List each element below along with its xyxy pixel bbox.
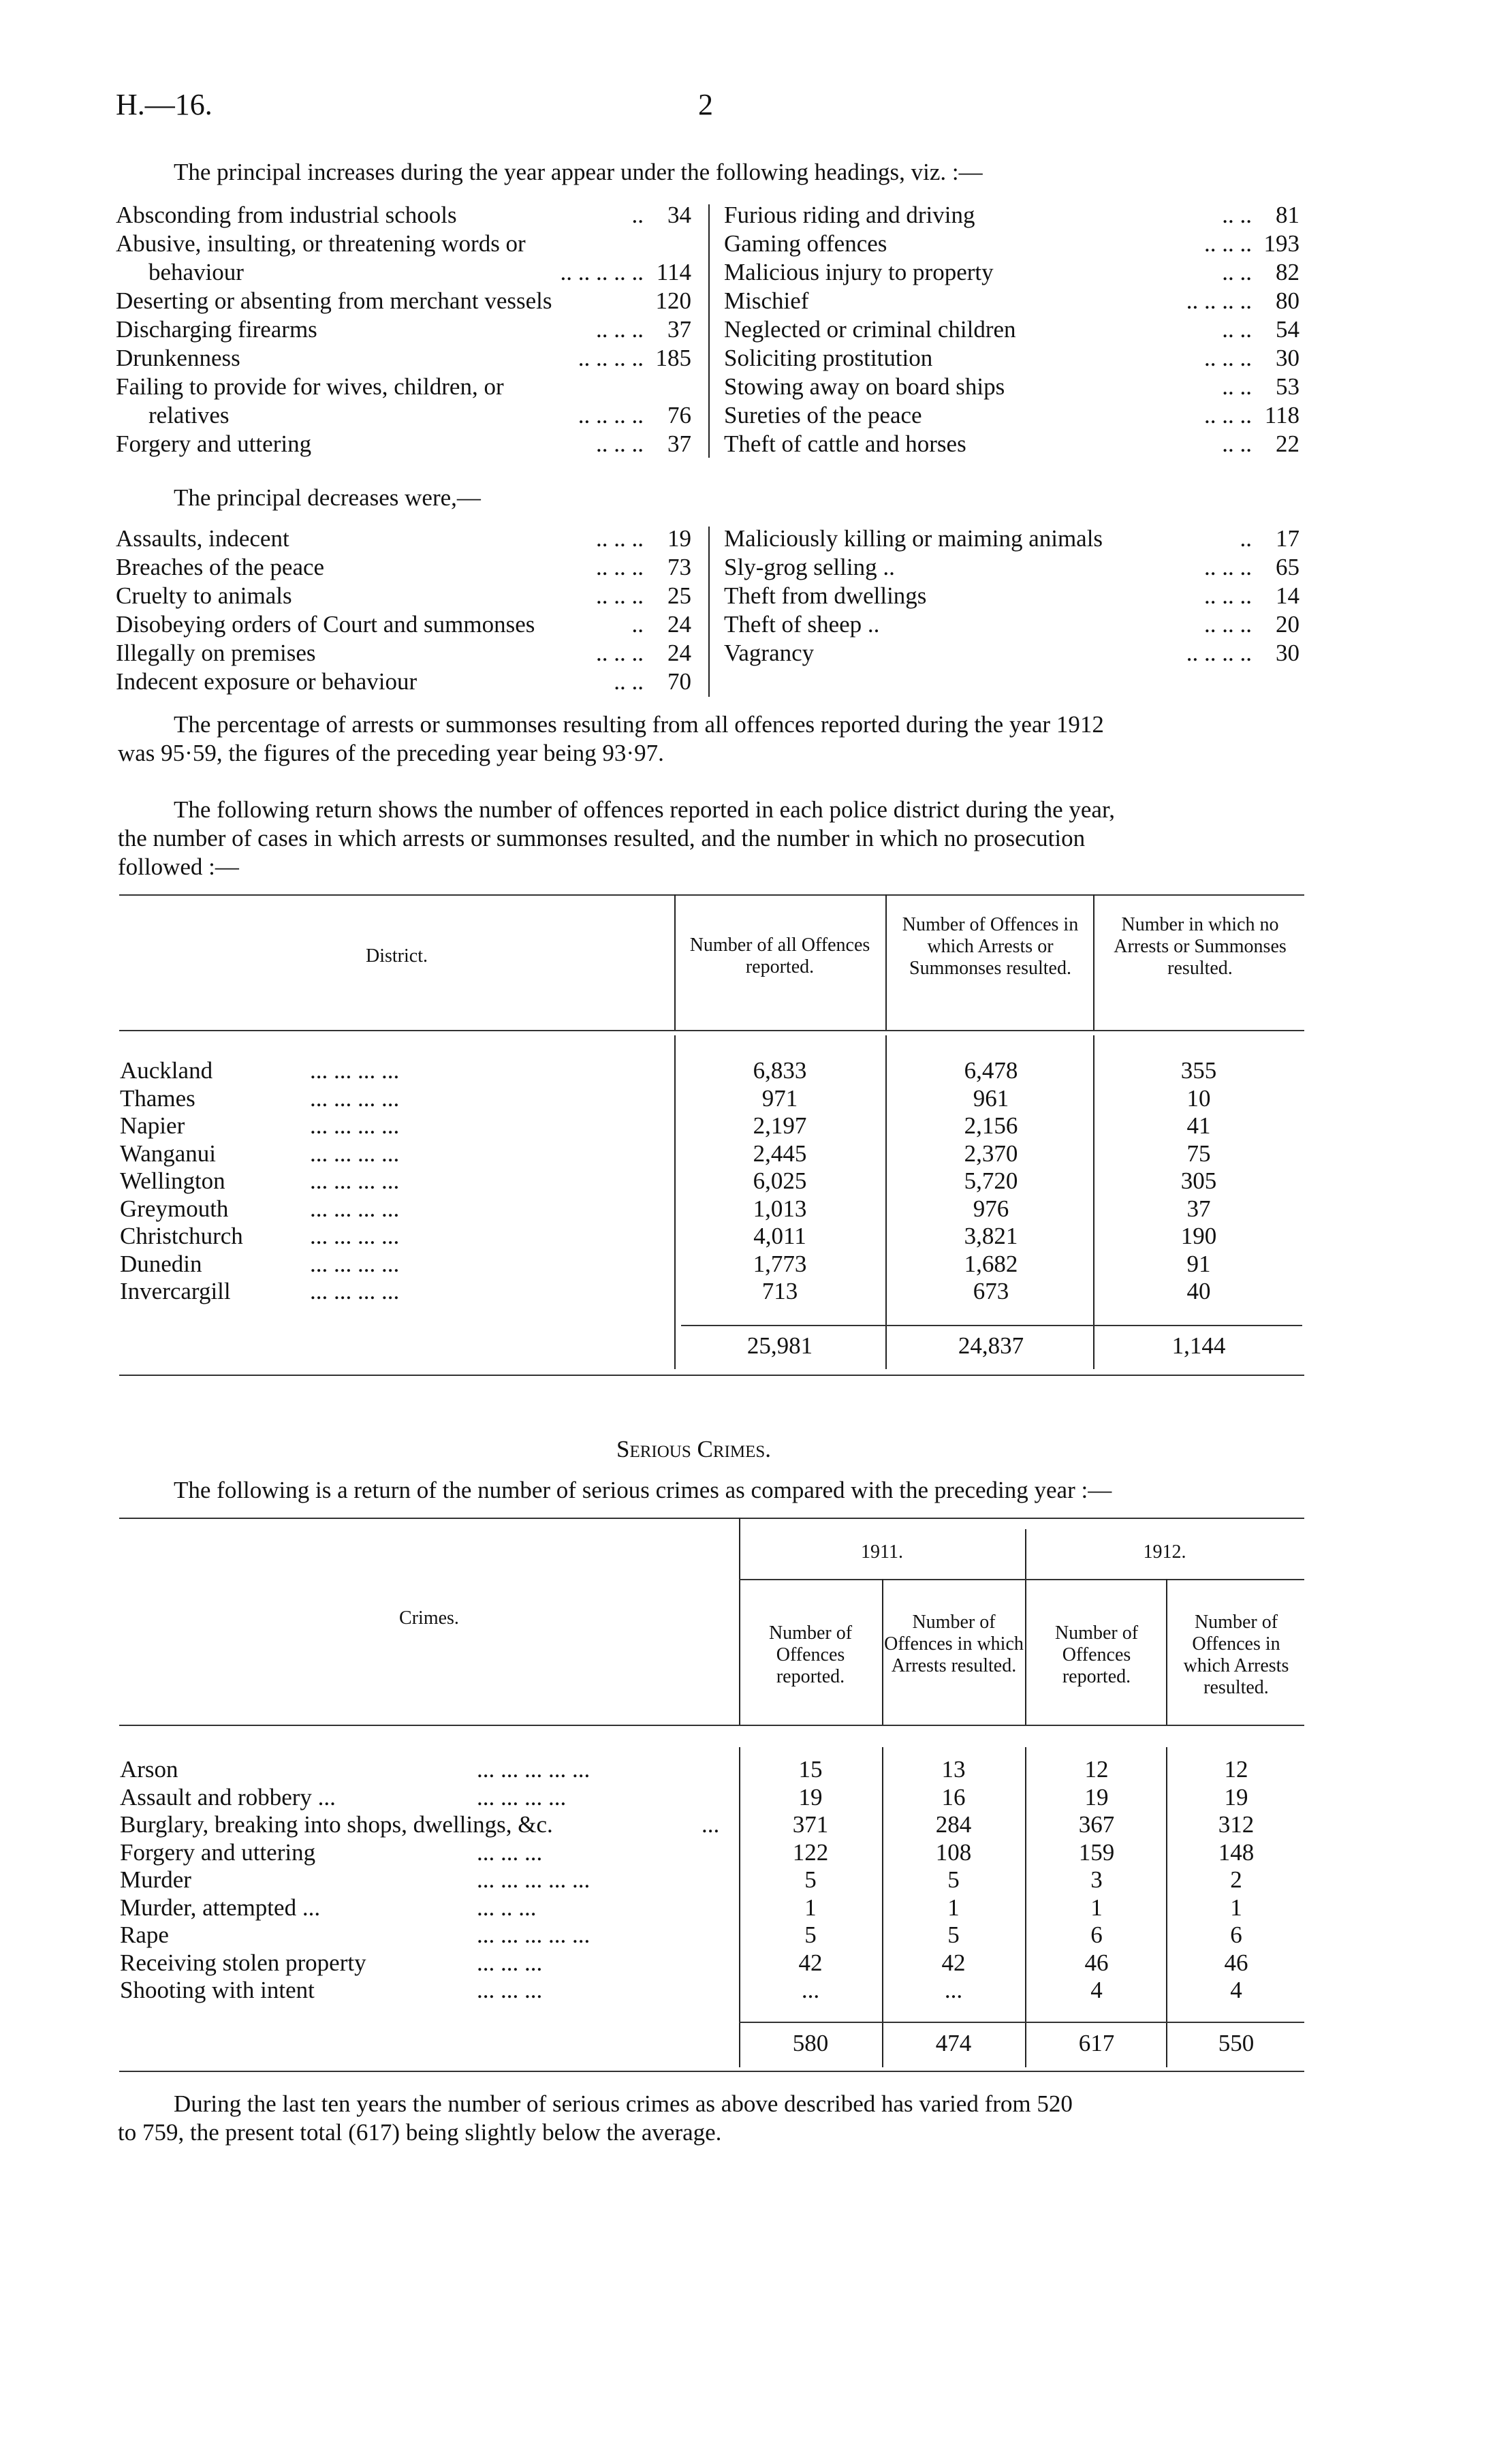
increases-right-list [724,201,1300,460]
offence-row [724,639,1300,668]
cell-reported-1911: 1 [804,1894,817,1921]
dot-leader: ... ... ... ... [310,1223,400,1249]
dot-leader: .. .. .. [1204,582,1252,609]
dot-leader: .. .. [1222,202,1252,228]
dot-leader: ... [702,1811,720,1838]
percentage-line-2: was 95·59, the figures of the preceding year being 93·97. [118,740,664,766]
cell-reported-1911: 5 [804,1866,817,1893]
district-name: Christchurch [120,1223,243,1249]
offence-label: relatives [148,402,230,428]
offence-label: Theft of cattle and horses [724,430,966,457]
district-name: Invercargill [120,1278,231,1304]
cell-reported: 6,025 [753,1167,807,1194]
cell-no-arrests: 190 [1180,1223,1217,1249]
offence-label: Discharging firearms [116,316,317,343]
offence-row [724,258,1300,287]
total-arrests-1911: 474 [935,2030,972,2056]
offence-label: Indecent exposure or behaviour [116,668,418,695]
offence-label: Theft from dwellings [724,582,927,609]
cell-reported-1911: 19 [798,1783,823,1810]
dot-leader: .. .. [614,668,644,695]
cell-arrests-1911: 5 [947,1866,960,1893]
decreases-right-list [724,524,1300,702]
offence-count: 25 [667,582,691,609]
dot-leader: ... ... ... ... [477,1783,567,1810]
cell-no-arrests: 41 [1186,1112,1211,1139]
dot-leader: ... ... ... [477,1838,543,1866]
offence-row [724,610,1300,639]
cell-arrests: 1,682 [964,1250,1018,1277]
dot-leader: .. .. .. [1204,345,1252,371]
percentage-line-1: The percentage of arrests or summonses resulting from all offences reported during the year 1912 [174,711,1104,738]
offence-row [724,401,1300,430]
district-name: Wanganui [120,1140,217,1167]
district-name: Greymouth [120,1195,229,1222]
cell-reported-1912: 3 [1090,1866,1103,1893]
offence-label: Sureties of the peace [724,402,922,428]
offence-row [724,344,1300,373]
offence-row [116,610,691,639]
dot-leader: ... ... ... [477,1977,543,2003]
header-1912: 1912. [1143,1541,1186,1563]
offence-row [724,287,1300,315]
cell-arrests-1912: 4 [1230,1977,1242,2003]
dot-leader: .. .. [1222,373,1252,400]
offence-count: 17 [1276,525,1300,552]
decreases-intro: The principal decreases were,— [174,484,481,511]
cell-arrests: 2,370 [964,1140,1018,1167]
cell-arrests: 961 [973,1084,1009,1112]
cell-reported: 4,011 [753,1223,806,1249]
dot-leader: .. .. [1222,259,1252,285]
dot-leader: .. .. .. [596,582,644,609]
cell-reported-1912: 159 [1078,1838,1115,1866]
dot-leader: .. .. .. [596,640,644,666]
offence-label: Theft of sheep .. [724,611,880,638]
dot-leader: .. .. .. [596,554,644,580]
decreases-left-list [116,524,691,702]
offence-row [116,201,691,230]
offence-row [116,524,691,553]
dot-leader: .. [1240,525,1252,552]
cell-no-arrests: 40 [1186,1278,1211,1304]
offence-count: 34 [667,202,691,228]
offence-count: 30 [1276,345,1300,371]
offence-count: 120 [655,287,691,314]
cell-reported-1912: 12 [1084,1756,1109,1783]
offence-label: Drunkenness [116,345,240,371]
offence-row [116,668,691,696]
return-line-3: followed :— [118,853,239,880]
crime-name: Burglary, breaking into shops, dwellings, &c. [120,1811,553,1838]
crime-name: Forgery and uttering [120,1838,316,1866]
dot-leader: ... ... ... ... ... [477,1922,590,1948]
column-divider [708,527,710,697]
offence-count: 37 [667,316,691,343]
offence-label: Failing to provide for wives, children, or [116,373,504,400]
cell-reported: 713 [761,1278,798,1304]
cell-arrests-1911: 16 [941,1783,966,1810]
dot-leader: .. .. [1222,430,1252,457]
offence-row [116,373,691,401]
cell-arrests-1911: 108 [935,1838,972,1866]
cell-arrests-1912: 6 [1230,1922,1242,1948]
offence-count: 14 [1276,582,1300,609]
column-divider [708,204,710,458]
total-reported-1912: 617 [1078,2030,1115,2056]
offence-row [724,201,1300,230]
cell-arrests-1911: 284 [935,1811,972,1838]
dot-leader: .. .. .. [1204,230,1252,257]
offence-label: Gaming offences [724,230,887,257]
offence-row [724,373,1300,401]
crime-name: Assault and robbery ... [120,1783,336,1810]
cell-arrests-1912: 1 [1230,1894,1242,1921]
total-arrests: 24,837 [958,1332,1024,1359]
offence-row [724,524,1300,553]
cell-arrests-1911: ... [944,1977,963,2003]
offence-label: Neglected or criminal children [724,316,1016,343]
cell-no-arrests: 75 [1186,1140,1211,1167]
dot-leader: ... ... ... ... [310,1195,400,1222]
header-arrests-1911: Number of Offences in which Arrests resulted. [884,1612,1024,1676]
dot-leader: ... ... ... ... [310,1140,400,1167]
cell-reported-1911: 122 [792,1838,829,1866]
crime-name: Murder [120,1866,191,1893]
dot-leader: .. .. .. .. [578,402,644,428]
cell-reported: 1,013 [753,1195,807,1222]
dot-leader: ... ... ... ... ... [477,1866,590,1893]
offence-row [116,258,691,287]
offence-count: 82 [1276,259,1300,285]
offence-label: Maliciously killing or maiming animals [724,525,1103,552]
cell-reported: 6,833 [753,1057,807,1084]
offence-count: 65 [1276,554,1300,580]
offence-label: Furious riding and driving [724,202,975,228]
cell-arrests-1911: 42 [941,1949,966,1976]
offence-label: behaviour [148,259,244,285]
offence-count: 19 [667,525,691,552]
offence-label: Abusive, insulting, or threatening words or [116,230,526,257]
offence-label: Mischief [724,287,809,314]
offence-count: 185 [655,345,691,371]
offence-label: Deserting or absenting from merchant vessels [116,287,552,314]
cell-arrests-1911: 5 [947,1922,960,1948]
cell-reported: 2,197 [753,1112,807,1139]
serious-intro: The following is a return of the number of serious crimes as compared with the preceding year :— [174,1477,1112,1503]
offence-count: 22 [1276,430,1300,457]
header-crimes: Crimes. [399,1608,459,1629]
dot-leader: .. .. [1222,316,1252,343]
dot-leader: ... ... ... ... [310,1084,400,1112]
district-name: Napier [120,1112,185,1139]
dot-leader: ... ... ... ... [310,1278,400,1304]
cell-arrests-1912: 148 [1218,1838,1255,1866]
cell-reported-1911: 42 [798,1949,823,1976]
closing-line-2: to 759, the present total (617) being slightly below the average. [118,2119,722,2146]
offence-label: Stowing away on board ships [724,373,1005,400]
cell-arrests-1912: 2 [1230,1866,1242,1893]
header-reported-1912: Number of Offences reported. [1054,1622,1139,1687]
dot-leader: ... ... ... ... [310,1167,400,1194]
dot-leader: .. .. .. .. [1186,287,1252,314]
cell-reported-1911: 5 [804,1922,817,1948]
cell-reported-1912: 46 [1084,1949,1109,1976]
offence-row [116,315,691,344]
offence-label: Assaults, indecent [116,525,289,552]
header-reported-1911: Number of Offences reported. [768,1622,853,1687]
offence-count: 54 [1276,316,1300,343]
dot-leader: ... ... ... ... [310,1057,400,1084]
offence-count: 53 [1276,373,1300,400]
dot-leader: .. .. .. .. [578,345,644,371]
crime-name: Receiving stolen property [120,1949,366,1976]
offence-row [116,639,691,668]
cell-arrests-1912: 46 [1224,1949,1248,1976]
offence-count: 73 [667,554,691,580]
district-name: Wellington [120,1167,225,1194]
cell-no-arrests: 10 [1186,1084,1211,1112]
header-1911: 1911. [861,1541,903,1563]
cell-arrests-1911: 13 [941,1756,966,1783]
offence-count: 118 [1264,402,1300,428]
total-reported: 25,981 [746,1332,813,1359]
offence-row [116,582,691,610]
cell-arrests: 673 [973,1278,1009,1304]
dot-leader: .. .. .. [596,430,644,457]
header-arrests: Number of Offences in which Arrests or Summonses resulted. [902,914,1079,979]
header-district: District. [366,945,428,967]
document-code: H.—16. [116,88,212,121]
cell-no-arrests: 37 [1186,1195,1211,1222]
crime-name: Arson [120,1756,178,1783]
offence-label: Soliciting prostitution [724,345,933,371]
offence-row [116,287,691,315]
offence-count: 80 [1276,287,1300,314]
offence-count: 24 [667,611,691,638]
offence-row [116,230,691,258]
cell-arrests: 5,720 [964,1167,1018,1194]
header-reported: Number of all Offences reported. [689,935,870,977]
serious-heading: Serious Crimes. [616,1436,771,1462]
offence-row [724,553,1300,582]
dot-leader: ... ... ... ... [310,1112,400,1139]
cell-arrests: 976 [973,1195,1009,1222]
offence-label: Illegally on premises [116,640,316,666]
dot-leader: .. [631,202,644,228]
crime-name: Rape [120,1922,169,1948]
dot-leader: .. .. .. .. .. [560,259,644,285]
cell-reported-1911: ... [801,1977,820,2003]
dot-leader: .. .. .. [1204,554,1252,580]
offence-row [724,315,1300,344]
offence-row [724,230,1300,258]
header-no-arrests: Number in which no Arrests or Summonses resulted. [1114,914,1287,979]
dot-leader: .. .. .. [1204,402,1252,428]
offence-row [116,401,691,430]
offence-count: 193 [1263,230,1300,257]
offence-label: Malicious injury to property [724,259,994,285]
cell-reported: 1,773 [753,1250,807,1277]
dot-leader: ... ... ... ... [310,1250,400,1277]
closing-line-1: During the last ten years the number of serious crimes as above described has varied from 520 [174,2090,1073,2117]
offence-row [116,430,691,458]
cell-arrests-1912: 312 [1218,1811,1255,1838]
cell-reported-1912: 19 [1084,1783,1109,1810]
crime-name: Murder, attempted ... [120,1894,321,1921]
increases-intro: The principal increases during the year appear under the following headings, viz. :— [174,159,983,185]
cell-reported-1912: 6 [1090,1922,1103,1948]
offence-count: 76 [667,402,691,428]
total-no-arrests: 1,144 [1171,1332,1226,1359]
dot-leader: ... .. ... [477,1894,537,1921]
district-name: Auckland [120,1057,213,1084]
dot-leader: ... ... ... ... ... [477,1756,590,1783]
offence-label: Sly-grog selling .. [724,554,895,580]
offence-label: Breaches of the peace [116,554,325,580]
cell-reported: 971 [761,1084,798,1112]
offence-count: 20 [1276,611,1300,638]
offence-count: 81 [1276,202,1300,228]
offence-row [116,344,691,373]
cell-arrests: 2,156 [964,1112,1018,1139]
district-name: Thames [120,1084,195,1112]
cell-arrests: 3,821 [964,1223,1018,1249]
increases-left-list [116,201,691,460]
total-arrests-1912: 550 [1218,2030,1255,2056]
cell-arrests-1912: 12 [1224,1756,1248,1783]
offence-count: 70 [667,668,691,695]
offence-row [116,553,691,582]
cell-no-arrests: 355 [1180,1057,1217,1084]
cell-reported-1912: 367 [1078,1811,1115,1838]
offence-count: 24 [667,640,691,666]
dot-leader: .. [631,611,644,638]
dot-leader: ... ... ... [477,1949,543,1976]
header-arrests-1912: Number of Offences in which Arrests resulted. [1183,1612,1289,1698]
page-number: 2 [698,88,713,121]
offence-count: 37 [667,430,691,457]
cell-reported-1911: 15 [798,1756,823,1783]
dot-leader: .. .. .. [596,525,644,552]
offence-count: 114 [656,259,691,285]
dot-leader: .. .. .. [596,316,644,343]
offence-label: Vagrancy [724,640,815,666]
offence-count: 30 [1276,640,1300,666]
offence-label: Cruelty to animals [116,582,292,609]
offence-label: Forgery and uttering [116,430,312,457]
district-name: Dunedin [120,1250,202,1277]
cell-reported-1911: 371 [792,1811,829,1838]
offence-row [724,430,1300,458]
cell-arrests: 6,478 [964,1057,1018,1084]
cell-arrests-1911: 1 [947,1894,960,1921]
cell-reported-1912: 1 [1090,1894,1103,1921]
dot-leader: .. .. .. .. [1186,640,1252,666]
cell-no-arrests: 305 [1180,1167,1217,1194]
offence-label: Disobeying orders of Court and summonses [116,611,535,638]
cell-reported: 2,445 [753,1140,807,1167]
cell-reported-1912: 4 [1090,1977,1103,2003]
return-line-2: the number of cases in which arrests or summonses resulted, and the number in which no prosecution [118,825,1086,851]
cell-no-arrests: 91 [1186,1250,1211,1277]
offence-label: Absconding from industrial schools [116,202,457,228]
return-line-1: The following return shows the number of offences reported in each police district during the year, [174,796,1115,823]
cell-arrests-1912: 19 [1224,1783,1248,1810]
crime-name: Shooting with intent [120,1977,315,2003]
dot-leader: .. .. .. [1204,611,1252,638]
total-reported-1911: 580 [792,2030,829,2056]
offence-row [724,582,1300,610]
